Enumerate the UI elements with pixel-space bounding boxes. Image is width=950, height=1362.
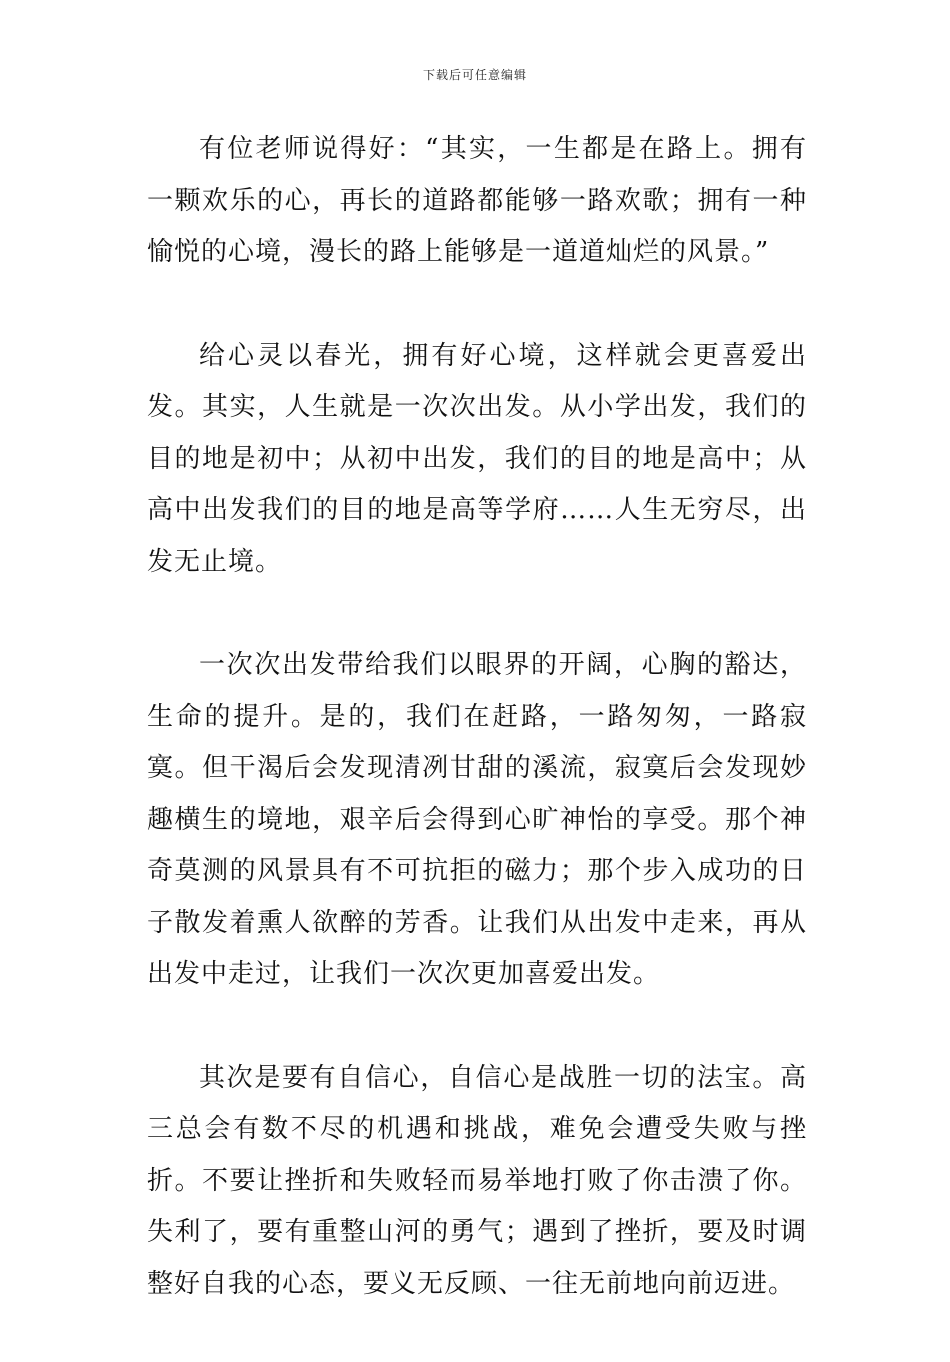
document-body — [147, 124, 807, 1362]
paragraph-4: 其次是要有自信心，自信心是战胜一切的法宝。高三总会有数不尽的机遇和挑战，难免会遭受失败与挫折。不要让挫折和失败轻而易举地打败了你击溃了你。失利了，要有重整山河的勇气；遇到了挫折，要及时调整好自我的心态，要义无反顾、一往无前地向前迈进。 — [147, 1062, 807, 1299]
paragraph-1: 有位老师说得好：“其实，一生都是在路上。拥有一颗欢乐的心，再长的道路都能够一路欢歌；拥有一种愉悦的心境，漫长的路上能够是一道道灿烂的风景。” — [147, 134, 807, 267]
paragraph-3: 一次次出发带给我们以眼界的开阔，心胸的豁达，生命的提升。是的，我们在赶路，一路匆匆，一路寂寞。但干渴后会发现清冽甘甜的溪流，寂寞后会发现妙趣横生的境地，艰辛后会得到心旷神怡的享受。那个神奇莫测的风景具有不可抗拒的磁力；那个步入成功的日子散发着熏人欲醉的芳香。让我们从出发中走来，再从出发中走过，让我们一次次更加喜爱出发。 — [147, 650, 807, 989]
paragraph-2: 给心灵以春光，拥有好心境，这样就会更喜爱出发。其实，人生就是一次次出发。从小学出发，我们的目的地是初中；从初中出发，我们的目的地是高中；从高中出发我们的目的地是高等学府……人生无穷尽，出发无止境。 — [147, 340, 807, 577]
header-note: 下载后可任意编辑 — [422, 68, 527, 82]
